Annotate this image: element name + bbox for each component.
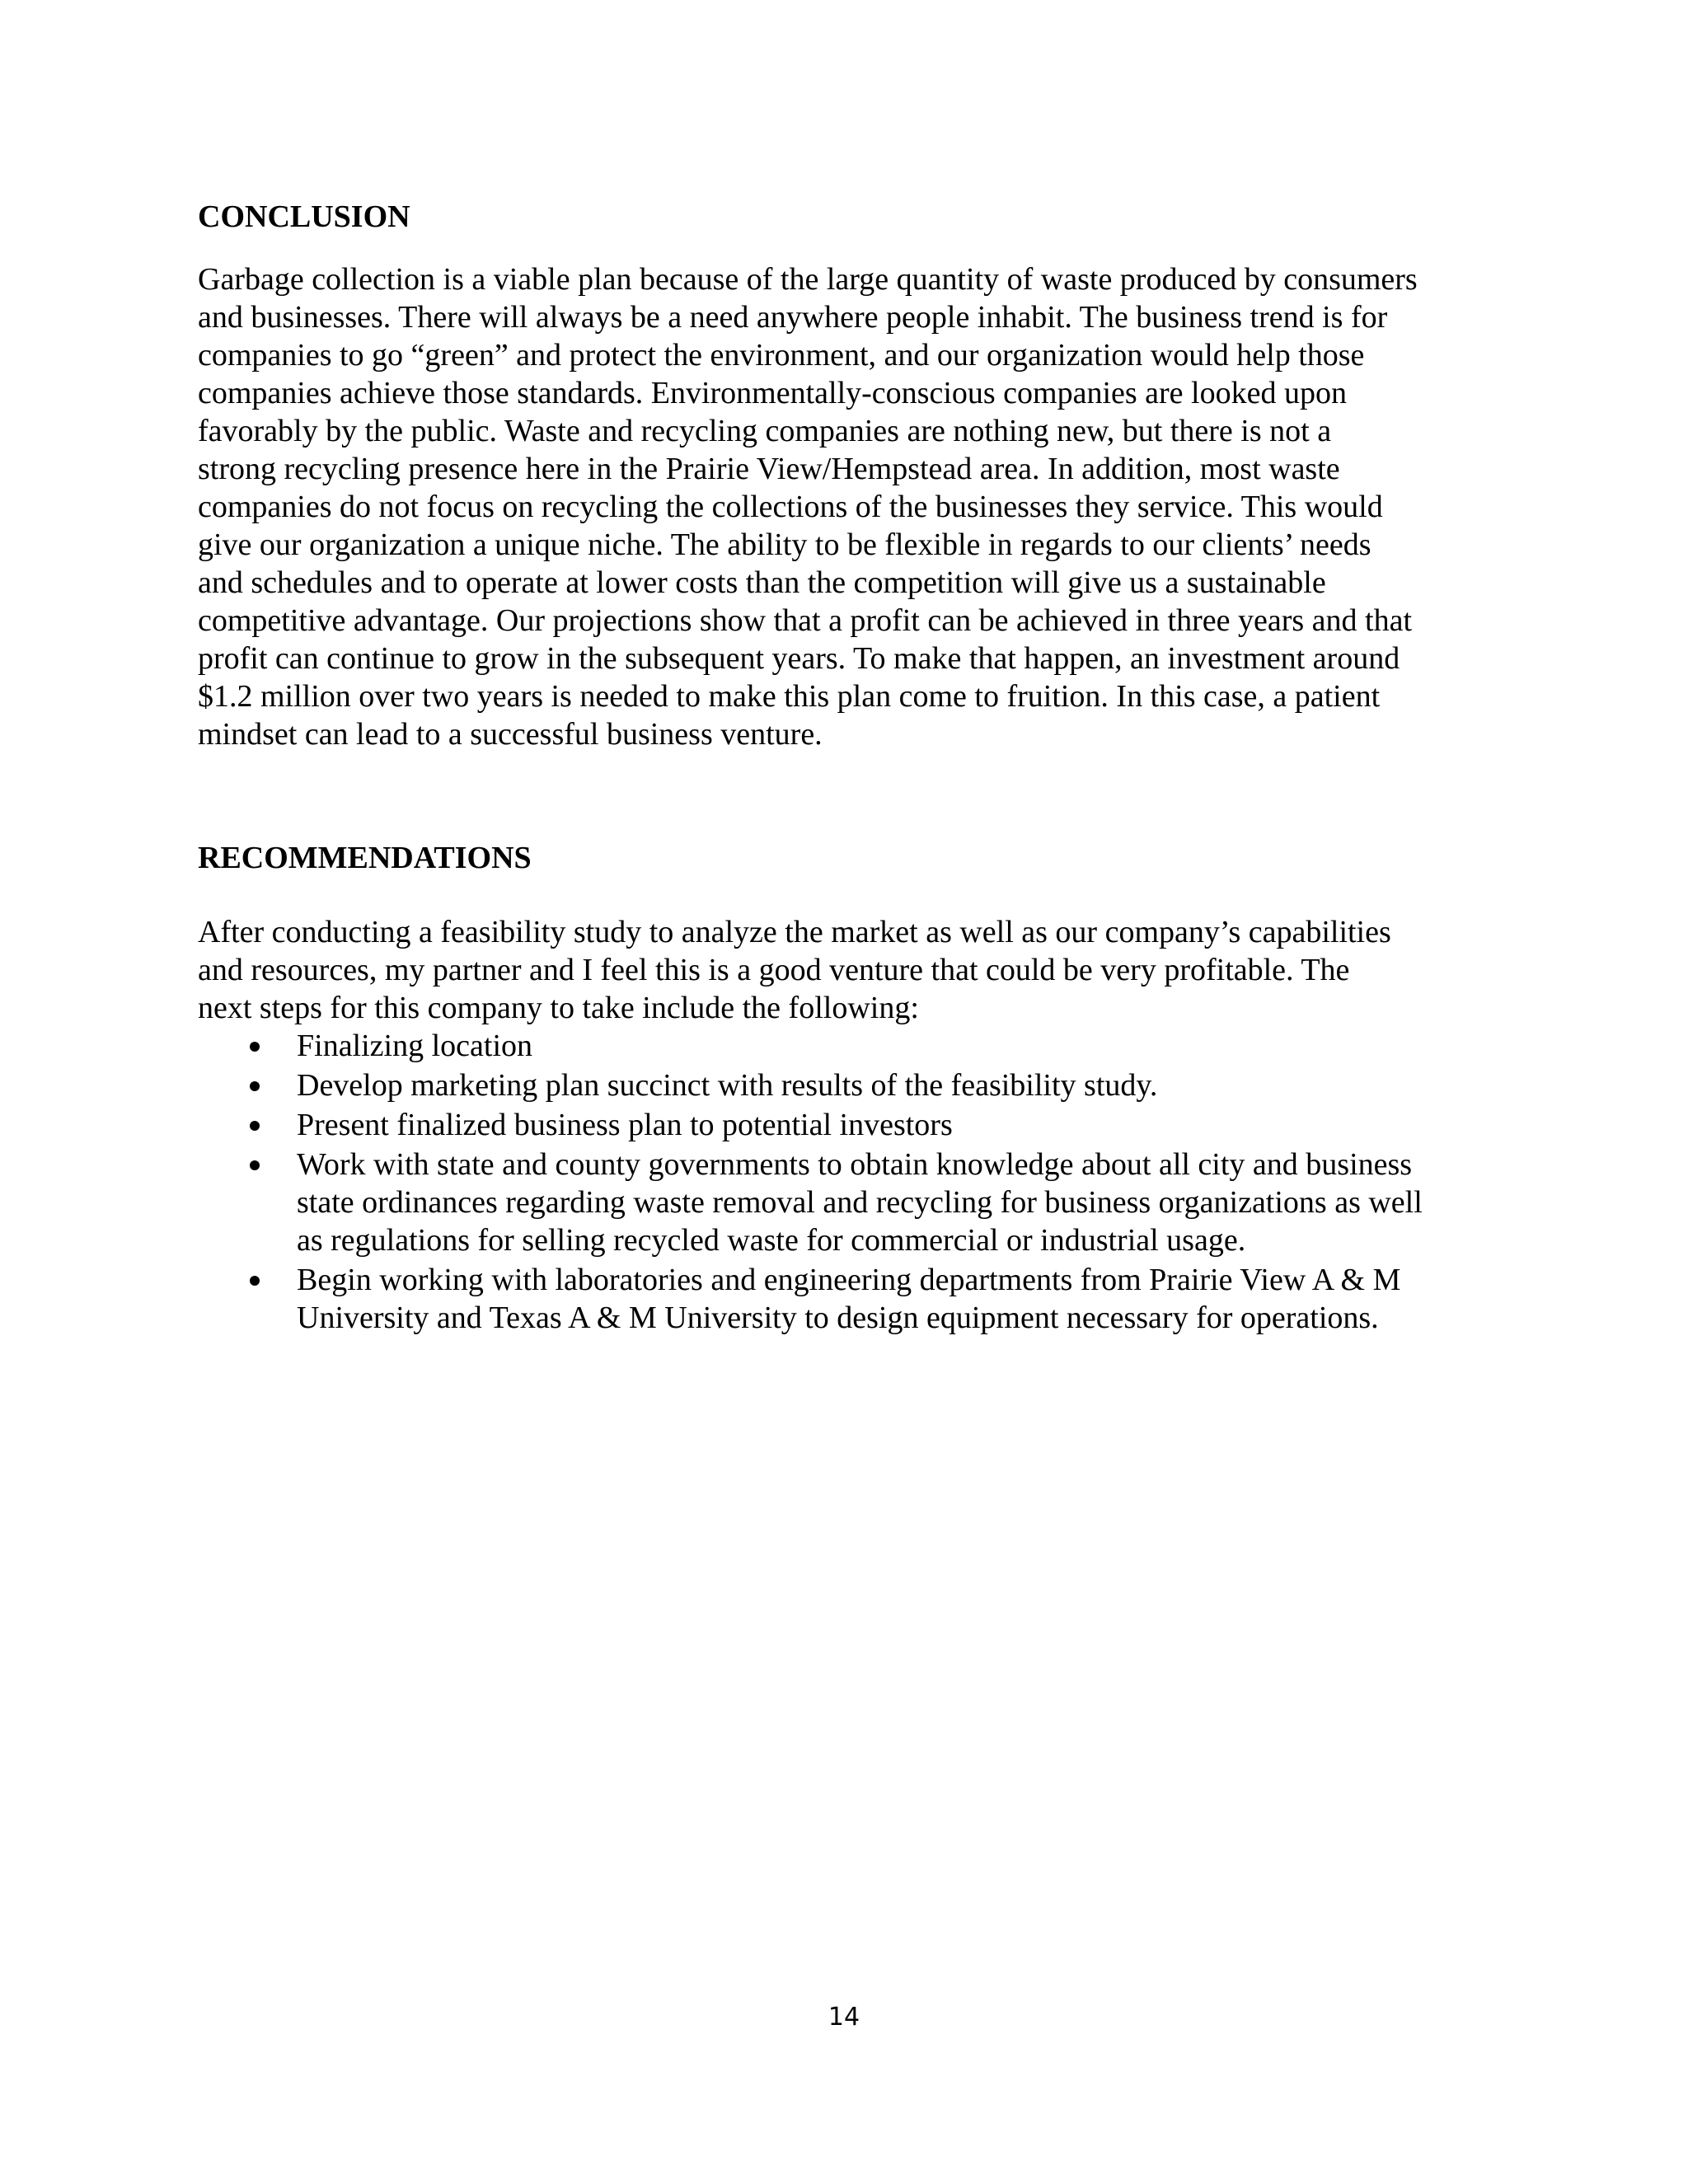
paragraph-line: strong recycling presence here in the Prairie View/Hempstead area. In addition, most waste [198, 452, 1340, 486]
list-item-line: University and Texas A & M University to design equipment necessary for operations. [297, 1301, 1379, 1335]
list-item [198, 1146, 1500, 1259]
paragraph-line: and schedules and to operate at lower costs than the competition will give us a sustainable [198, 565, 1326, 600]
list-item-line: Work with state and county governments to obtain knowledge about all city and business [297, 1147, 1413, 1182]
list-item [198, 1261, 1500, 1337]
list-item-line: state ordinances regarding waste removal and recycling for business organizations as well [297, 1185, 1423, 1220]
paragraph-line: companies achieve those standards. Environmentally-conscious companies are looked upon [198, 376, 1347, 410]
conclusion-paragraph [198, 260, 1500, 753]
list-item-line: as regulations for selling recycled waste for commercial or industrial usage. [297, 1223, 1246, 1258]
paragraph-line: and resources, my partner and I feel this is a good venture that could be very profitable. The [198, 953, 1350, 987]
page-number: 14 [828, 2003, 860, 2032]
page-content [198, 198, 1500, 1338]
paragraph-line: next steps for this company to take include the following: [198, 991, 919, 1025]
list-item [198, 1027, 1500, 1065]
paragraph-line: Garbage collection is a viable plan because of the large quantity of waste produced by consumers [198, 262, 1418, 297]
recommendations-list [198, 1027, 1500, 1337]
paragraph-line: competitive advantage. Our projections show that a profit can be achieved in three years and that [198, 603, 1413, 638]
list-item-line: Finalizing location [297, 1029, 533, 1063]
list-item-line: Begin working with laboratories and engineering departments from Prairie View A & M [297, 1263, 1401, 1297]
bullet-icon [250, 1121, 260, 1131]
bullet-icon [250, 1160, 260, 1170]
bullet-icon [250, 1276, 260, 1286]
paragraph-line: mindset can lead to a successful business venture. [198, 717, 823, 752]
paragraph-line: $1.2 million over two years is needed to make this plan come to fruition. In this case, a patient [198, 679, 1381, 714]
bullet-icon [250, 1042, 260, 1052]
list-item [198, 1106, 1500, 1144]
paragraph-line: companies to go “green” and protect the environment, and our organization would help those [198, 338, 1365, 373]
list-item-line: Develop marketing plan succinct with results of the feasibility study. [297, 1068, 1158, 1103]
list-item [198, 1066, 1500, 1104]
conclusion-heading: CONCLUSION [198, 199, 410, 234]
bullet-icon [250, 1081, 260, 1091]
paragraph-line: and businesses. There will always be a need anywhere people inhabit. The business trend is for [198, 300, 1388, 335]
paragraph-line: companies do not focus on recycling the collections of the businesses they service. This would [198, 490, 1383, 524]
paragraph-line: After conducting a feasibility study to analyze the market as well as our company’s capabilities [198, 915, 1391, 949]
recommendations-heading: RECOMMENDATIONS [198, 841, 532, 875]
paragraph-line: favorably by the public. Waste and recycling companies are nothing new, but there is not a [198, 414, 1332, 448]
list-item-line: Present finalized business plan to potential investors [297, 1108, 953, 1142]
paragraph-line: profit can continue to grow in the subsequent years. To make that happen, an investment around [198, 641, 1400, 676]
paragraph-line: give our organization a unique niche. The ability to be flexible in regards to our clients’ needs [198, 527, 1372, 562]
recommendations-intro [198, 913, 1500, 1027]
